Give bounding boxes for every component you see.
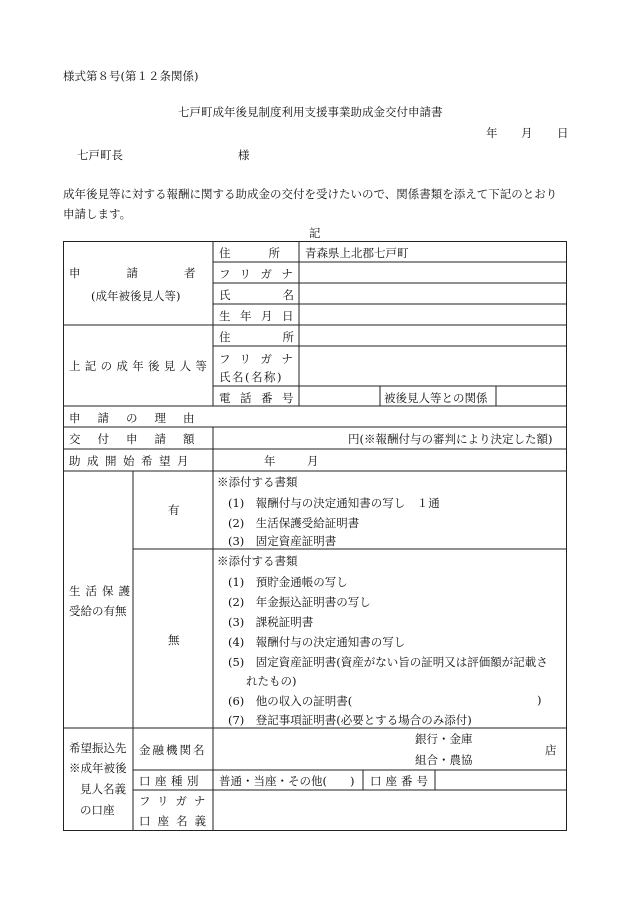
intro-text-line1: 成年後見等に対する報酬に関する助成金の交付を受けたいので、関係書類を添えて下記のとおり [63,187,558,201]
bank-types-line2: 組合・農協 [415,753,473,767]
application-form-table [63,241,567,831]
applicant-sublabel: (成年被後見人等) [91,289,181,303]
reason-field[interactable] [214,407,566,426]
bank-label-line: 希望振込先 [69,741,127,755]
yes-doc-item: (1) 報酬付与の決定通知書の写し １通 [228,496,440,510]
bank-types-line1: 銀行・金庫 [415,732,473,746]
ward-relation-field[interactable] [497,387,566,405]
reason-label: 申請の理由 [69,411,212,425]
institution-label: 金融機関名 [139,743,207,757]
ward-relation-label: 被後見人等との関係 [384,391,488,405]
account-number-field[interactable] [436,771,566,789]
ki-marker: 記 [309,226,321,240]
date-day: 日 [557,126,569,140]
no-doc-item: (5) 固定資産証明書(資産がない旨の証明又は評価額が記載さ [228,655,548,669]
yes-doc-item: (2) 生活保護受給証明書 [228,516,360,530]
account-number-label: 口座番号 [370,774,432,788]
ward-phone-label: 電話番号 [219,391,303,405]
page-title: 七戸町成年後見制度利用支援事業助成金交付申請書 [178,105,443,119]
applicant-address-value: 青森県上北郡七戸町 [305,246,409,260]
start-month: 月 [307,454,319,468]
amount-note: 円(※報酬付与の審判により決定した額) [348,432,553,446]
start-month-label: 助成開始希望月 [69,454,195,468]
account-type-label: 口座種別 [139,774,203,788]
applicant-label [69,265,242,281]
branch-label: 店 [545,743,557,757]
ward-phone-field[interactable] [300,387,379,405]
start-year: 年 [264,454,276,468]
ward-label: 上記の成年後見人等 [69,359,212,373]
welfare-yes-label: 有 [168,503,180,517]
no-doc-item: (6) 他の収入の証明書( [228,694,353,708]
amount-label: 交付申請額 [69,432,212,446]
ward-name-field[interactable] [300,347,566,385]
account-name-label: 口座名義 [139,814,213,828]
yes-docs-header: ※添付する書類 [217,475,298,489]
no-doc-item-close-paren: ) [537,693,542,707]
ward-address-field[interactable] [300,326,566,345]
bank-label-line: 見人名義 [80,782,126,796]
intro-text-line2: 申請します。 [63,207,132,221]
ward-address-label: 住所 [219,330,346,344]
form-number: 様式第８号(第１２条関係) [63,69,199,83]
applicant-furigana-field[interactable] [300,263,566,282]
account-furigana-label: フリガナ [139,794,213,808]
applicant-label-text: 申請者 [69,266,242,280]
no-doc-item: (3) 課税証明書 [228,615,314,629]
applicant-birth-field[interactable] [300,305,566,324]
account-name-field[interactable] [214,791,566,830]
welfare-no-label: 無 [168,633,180,647]
welfare-label-line2: 受給の有無 [69,604,127,618]
bank-label-line: ※成年被後 [69,761,127,775]
no-docs-header: ※添付する書類 [217,554,298,568]
applicant-furigana-label: フリガナ [219,267,303,281]
date-year: 年 [486,126,498,140]
applicant-name-field[interactable] [300,284,566,303]
no-doc-item: (4) 報酬付与の決定通知書の写し [228,635,406,649]
applicant-birth-label: 生年月日 [219,309,303,323]
honorific: 様 [238,148,250,162]
account-type-options[interactable]: 普通・当座・その他( ) [219,774,355,788]
applicant-address-label: 住所 [219,246,318,260]
ward-furigana-label: フリガナ [219,352,303,366]
welfare-label-line1: 生活保護 [69,584,135,598]
no-doc-item: (1) 預貯金通帳の写し [228,575,348,589]
no-doc-item: (2) 年金振込証明書の写し [228,595,371,609]
bank-label-line: の口座 [80,803,115,817]
no-doc-item-continued: れたもの) [246,674,297,688]
yes-doc-item: (3) 固定資産証明書 [228,534,337,548]
no-doc-item: (7) 登記事項証明書(必要とする場合のみ添付) [228,713,472,727]
applicant-name-label: 氏名 [219,288,346,302]
addressee: 七戸町長 [77,148,123,162]
date-month: 月 [521,126,533,140]
ward-name-label: 氏名(名称) [219,370,283,384]
